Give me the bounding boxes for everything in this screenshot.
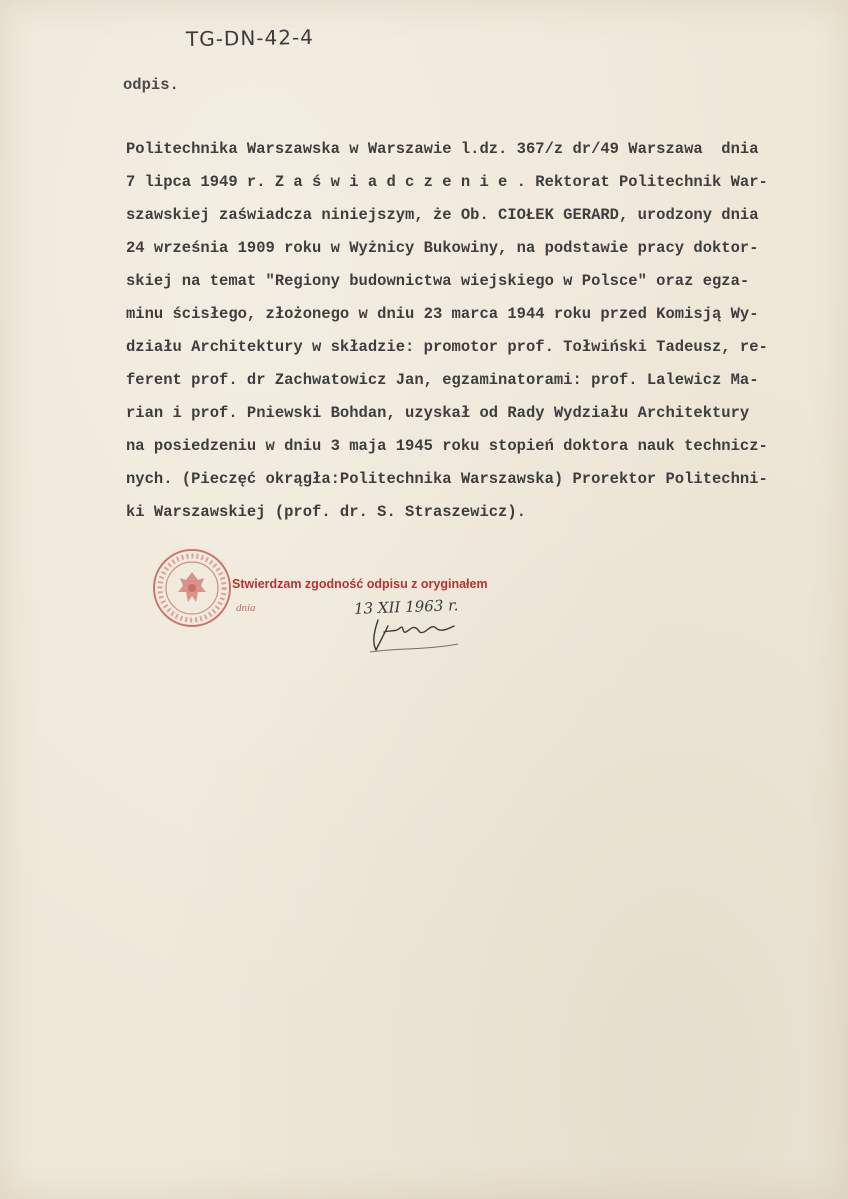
- archive-reference: TG-DN-42-4: [185, 24, 315, 52]
- body-line: działu Architektury w składzie: promotor prof. Tołwiński Tadeusz, re-: [126, 338, 768, 356]
- body-line: nych. (Pieczęć okrągła:Politechnika Warszawska) Prorektor Politechni-: [126, 470, 768, 488]
- handwritten-signature-icon: [366, 612, 466, 656]
- body-line: ki Warszawskiej (prof. dr. S. Straszewicz).: [126, 503, 526, 521]
- round-seal-icon: [150, 546, 234, 630]
- certification-text: Stwierdzam zgodność odpisu z oryginałem: [232, 577, 488, 591]
- copy-label: odpis.: [123, 76, 179, 94]
- body-line: skiej na temat "Regiony budownictwa wiejskiego w Polsce" oraz egza-: [126, 272, 750, 290]
- body-line: 24 września 1909 roku w Wyżnicy Bukowiny, na podstawie pracy doktor-: [126, 239, 759, 257]
- body-line: 7 lipca 1949 r. Z a ś w i a d c z e n i e . Rektorat Politechnik War-: [126, 173, 768, 191]
- body-line: rian i prof. Pniewski Bohdan, uzyskał od Rady Wydziału Architektury: [126, 404, 750, 422]
- body-line: szawskiej zaświadcza niniejszym, że Ob. CIOŁEK GERARD, urodzony dnia: [126, 206, 759, 224]
- body-line: ferent prof. dr Zachwatowicz Jan, egzaminatorami: prof. Lalewicz Ma-: [126, 371, 759, 389]
- body-line: na posiedzeniu w dniu 3 maja 1945 roku stopień doktora nauk technicz-: [126, 437, 768, 455]
- body-line: Politechnika Warszawska w Warszawie l.dz. 367/z dr/49 Warszawa dnia: [126, 140, 759, 158]
- body-line: minu ścisłego, złożonego w dniu 23 marca 1944 roku przed Komisją Wy-: [126, 305, 759, 323]
- stamp-date-label: dnia: [236, 602, 256, 614]
- handwritten-date: 13 XII 1963 r.: [353, 596, 459, 618]
